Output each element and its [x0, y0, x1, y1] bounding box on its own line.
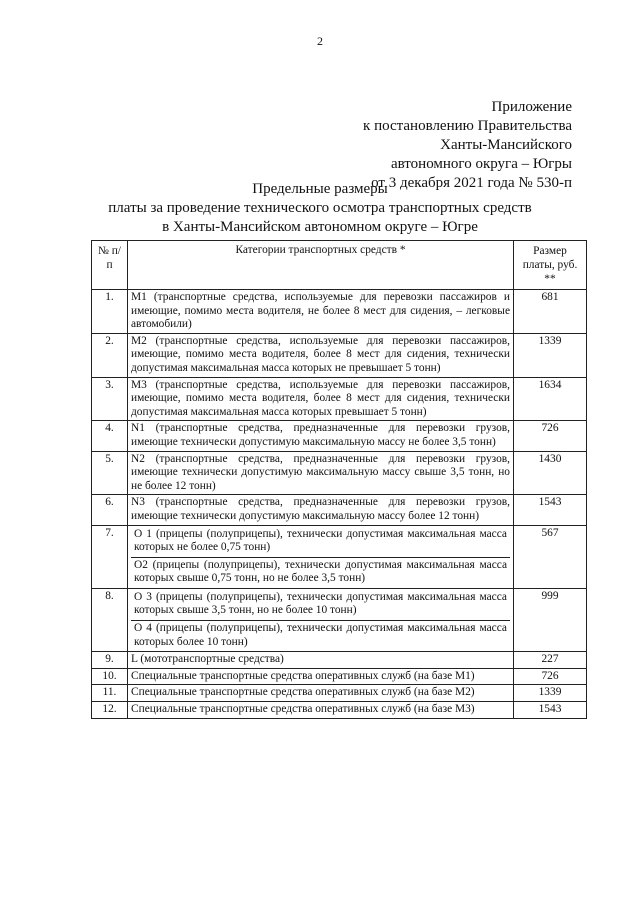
table-row — [92, 421, 587, 451]
row-fee: 681 — [514, 290, 587, 334]
appendix-line: Приложение — [491, 99, 572, 115]
row-number: 5. — [92, 451, 128, 495]
row-subcategory: O 3 (прицепы (полуприцепы), технически допустимая максимальная масса которых свыше 3,5 тонн, но не более 10 тонн) — [134, 590, 507, 617]
table-row — [92, 451, 587, 495]
row-subcategory: O 1 (прицепы (полуприцепы), технически допустимая максимальная масса которых не более 0,75 тонн) — [134, 527, 507, 554]
row-fee: 726 — [514, 668, 587, 685]
row-category: M3 (транспортные средства, используемые для перевозки пассажиров, имеющие, помимо места водителя, более 8 мест для сидения, технически допустимая максимальная масса которых превышает 5 тонн) — [128, 377, 514, 421]
row-category: L (мототранспортные средства) — [128, 652, 514, 669]
row-subcategory: O2 (прицепы (полуприцепы), технически допустимая максимальная масса которых свыше 0,75 тонн, но не более 3,5 тонн) — [131, 557, 510, 587]
table-row — [92, 333, 587, 377]
table-row — [92, 588, 587, 651]
row-fee: 1339 — [514, 333, 587, 377]
row-category: Специальные транспортные средства оперативных служб (на базе M2) — [128, 685, 514, 702]
row-number: 3. — [92, 377, 128, 421]
row-number: 4. — [92, 421, 128, 451]
appendix-line: от 3 декабря 2021 года № 530-п — [371, 175, 572, 191]
row-number: 9. — [92, 652, 128, 669]
fees-table — [91, 240, 587, 719]
table-row — [92, 495, 587, 525]
row-number: 2. — [92, 333, 128, 377]
table-row — [92, 290, 587, 334]
row-fee: 999 — [514, 588, 587, 651]
row-fee: 1339 — [514, 685, 587, 702]
appendix-line: Ханты-Мансийского — [440, 137, 572, 153]
row-category: N3 (транспортные средства, предназначенные для перевозки грузов, имеющие технически допустимую максимальную массу более 12 тонн) — [128, 495, 514, 525]
title-line: платы за проведение технического осмотра транспортных средств — [108, 200, 532, 216]
document-title — [0, 180, 640, 237]
header-fee: Размер платы, руб. ** — [514, 241, 587, 290]
row-category-split — [128, 588, 514, 651]
table-header-row — [92, 241, 587, 290]
appendix-line: автономного округа – Югры — [390, 156, 572, 172]
row-number: 6. — [92, 495, 128, 525]
row-number: 11. — [92, 685, 128, 702]
table-row — [92, 652, 587, 669]
row-category: Специальные транспортные средства оперативных служб (на базе M1) — [128, 668, 514, 685]
row-number: 1. — [92, 290, 128, 334]
row-category: Специальные транспортные средства оперативных служб (на базе M3) — [128, 702, 514, 719]
row-fee: 1634 — [514, 377, 587, 421]
title-line: Предельные размеры — [252, 181, 388, 197]
row-category: N2 (транспортные средства, предназначенные для перевозки грузов, имеющие технически допустимую максимальную массу свыше 3,5 тонн, но не более 12 тонн) — [128, 451, 514, 495]
appendix-line: к постановлению Правительства — [363, 118, 572, 134]
row-fee: 726 — [514, 421, 587, 451]
row-number: 10. — [92, 668, 128, 685]
row-subcategory: O 4 (прицепы (полуприцепы), технически допустимая максимальная масса которых более 10 тонн) — [131, 620, 510, 650]
table-row — [92, 685, 587, 702]
row-fee: 567 — [514, 525, 587, 588]
page-number: 2 — [317, 34, 323, 48]
row-category-split — [128, 525, 514, 588]
row-number: 12. — [92, 702, 128, 719]
row-category: M1 (транспортные средства, используемые для перевозки пассажиров и имеющие, помимо места водителя, не более 8 мест для сидения, – легковые автомобили) — [128, 290, 514, 334]
row-fee: 227 — [514, 652, 587, 669]
row-fee: 1543 — [514, 495, 587, 525]
header-num: № п/п — [92, 241, 128, 290]
table-row — [92, 668, 587, 685]
appendix-block — [363, 98, 572, 193]
row-number: 7. — [92, 525, 128, 588]
row-fee: 1430 — [514, 451, 587, 495]
title-line: в Ханты-Мансийском автономном округе – Югре — [162, 219, 478, 235]
table-row — [92, 702, 587, 719]
header-category: Категории транспортных средств * — [128, 241, 514, 290]
table-row — [92, 525, 587, 588]
row-category: M2 (транспортные средства, используемые для перевозки пассажиров, имеющие, помимо места водителя, более 8 мест для сидения, технически допустимая максимальная масса которых не превышает 5 тонн) — [128, 333, 514, 377]
row-number: 8. — [92, 588, 128, 651]
row-category: N1 (транспортные средства, предназначенные для перевозки грузов, имеющие технически допустимую максимальную массу не более 3,5 тонн) — [128, 421, 514, 451]
row-fee: 1543 — [514, 702, 587, 719]
table-row — [92, 377, 587, 421]
